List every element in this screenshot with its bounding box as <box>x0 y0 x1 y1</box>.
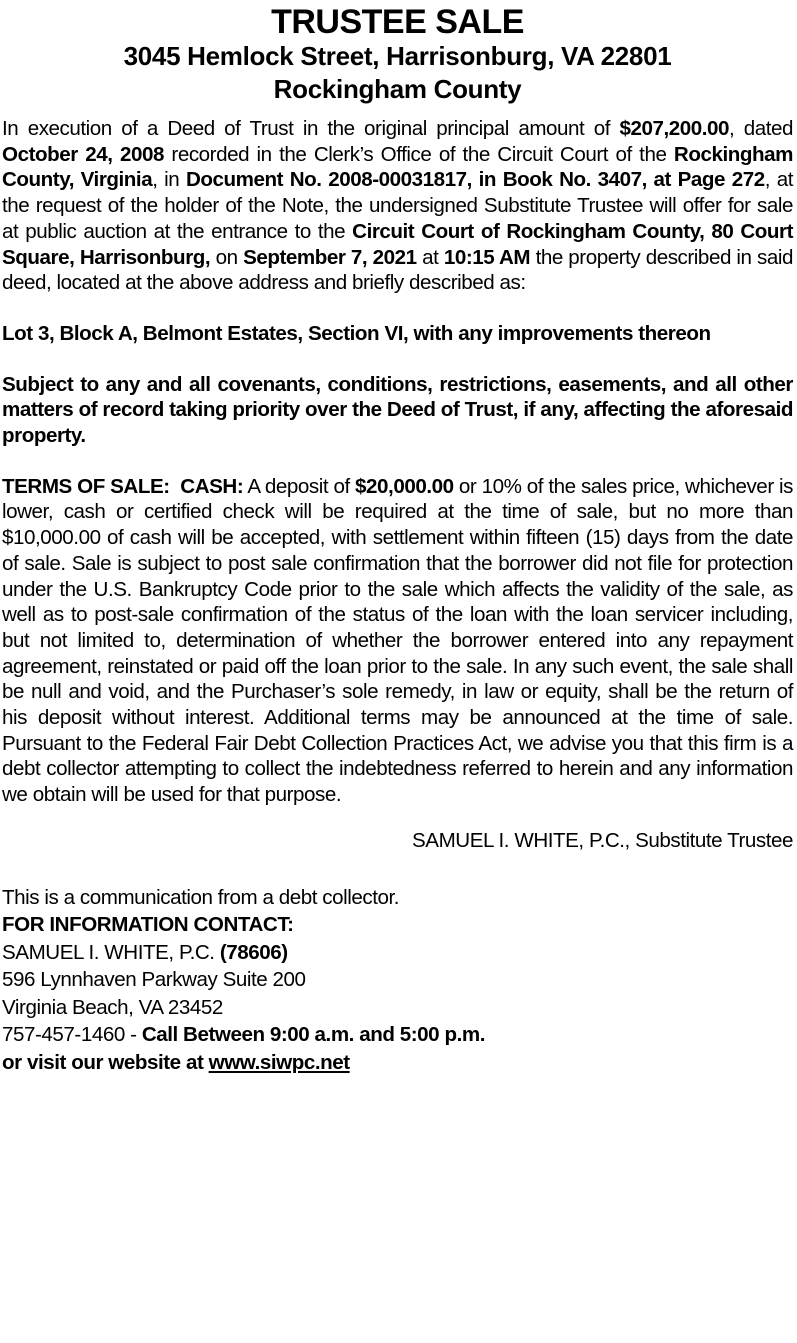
website-line <box>2 1049 793 1077</box>
contact-heading <box>2 911 793 939</box>
lot-description-text: Lot 3, Block A, Belmont Estates, Section VI, with any improvements thereon <box>2 321 711 345</box>
intro-text-5: , at the request of the holder of the Note, the undersigned Substitute Trustee will offer for sale at public auction at the entrance to the <box>2 168 793 243</box>
subject-clause <box>2 372 793 449</box>
intro-text-2: , dated <box>729 117 793 140</box>
contact-block <box>2 884 793 1077</box>
recording-county: Rockingham County, Virginia <box>2 142 793 192</box>
phone-line <box>2 1021 793 1049</box>
sale-time: 10:15 AM <box>443 245 531 269</box>
terms-cash: CASH: <box>180 474 244 498</box>
intro-text-8: the property described in said deed, located at the above address and briefly described as: <box>2 245 793 295</box>
property-address: 3045 Hemlock Street, Harrisonburg, VA 22801 <box>123 41 672 71</box>
sale-venue: Circuit Court of Rockingham County, 80 Court Square, Harrisonburg, <box>2 219 793 269</box>
city-state-zip: Virginia Beach, VA 23452 <box>2 995 223 1019</box>
firm-id: (78606) <box>219 940 288 964</box>
intro-text-1: In execution of a Deed of Trust in the original principal amount of <box>2 117 620 140</box>
contact-heading-text: FOR INFORMATION CONTACT: <box>2 913 294 937</box>
terms-heading: TERMS OF SALE: <box>2 474 170 498</box>
deed-date: October 24, 2008 <box>2 142 164 166</box>
principal-amount: $207,200.00 <box>619 117 730 140</box>
intro-text-4: , in <box>152 168 186 192</box>
county-name: Rockingham County <box>273 74 522 104</box>
intro-text-3: recorded in the Clerk’s Office of the Circuit Court of the <box>163 142 674 166</box>
website-link[interactable]: www.siwpc.net <box>208 1050 350 1074</box>
call-hours: Call Between 9:00 a.m. and 5:00 p.m. <box>141 1023 485 1047</box>
street-address: 596 Lynnhaven Parkway Suite 200 <box>2 968 306 992</box>
terms-text-1: A deposit of <box>243 474 356 498</box>
intro-text-7: at <box>416 245 444 269</box>
firm-name: SAMUEL I. WHITE, P.C. <box>2 940 220 964</box>
page-title: TRUSTEE SALE <box>271 3 524 41</box>
debt-collector-disclaimer: This is a communication from a debt collector. <box>2 885 400 909</box>
terms-paragraph <box>2 474 793 808</box>
lot-description <box>2 321 793 347</box>
terms-text-2: or 10% of the sales price, whichever is lower, cash or certified check will be required at the time of sale, but no more than $10,000.00 of cash will be accepted, with settlement within fifteen (15) days from the date of sale. Sale is subject to post sale confirmation that the borrower did not file for protection under the U.S. Bankruptcy Code prior to the sale which affects the validity of the sale, as well as to post-sale confirmation of the status of the loan with the loan servicer including, but not limited to, determination of whether the borrower entered into any repayment agreement, reinstated or paid off the loan prior to the sale. In any such event, the sale shall be null and void, and the Purchaser’s sole remedy, in law or equity, shall be the return of his deposit without interest. Additional terms may be announced at the time of sale. Pursuant to the Federal Fair Debt Collection Practices Act, we advise you that this firm is a debt collector attempting to collect the indebtedness referred to herein and any information we obtain will be used for that purpose. <box>2 474 793 807</box>
document-reference: Document No. 2008-00031817, in Book No. 3407, at Page 272 <box>185 168 765 192</box>
sale-date: September 7, 2021 <box>243 245 417 269</box>
trustee-signature: SAMUEL I. WHITE, P.C., Substitute Trustee <box>412 828 793 852</box>
intro-paragraph <box>2 116 793 296</box>
firm-line <box>2 939 793 967</box>
phone-number: 757-457-1460 - <box>2 1023 142 1047</box>
deposit-amount: $20,000.00 <box>355 474 454 498</box>
notice-header <box>2 4 793 106</box>
intro-text-6: on <box>210 245 244 269</box>
website-prefix: or visit our website at <box>2 1050 209 1074</box>
subject-clause-text: Subject to any and all covenants, conditions, restrictions, easements, and all other matters of record taking priority over the Deed of Trust, if any, affecting the aforesaid property. <box>2 372 793 448</box>
